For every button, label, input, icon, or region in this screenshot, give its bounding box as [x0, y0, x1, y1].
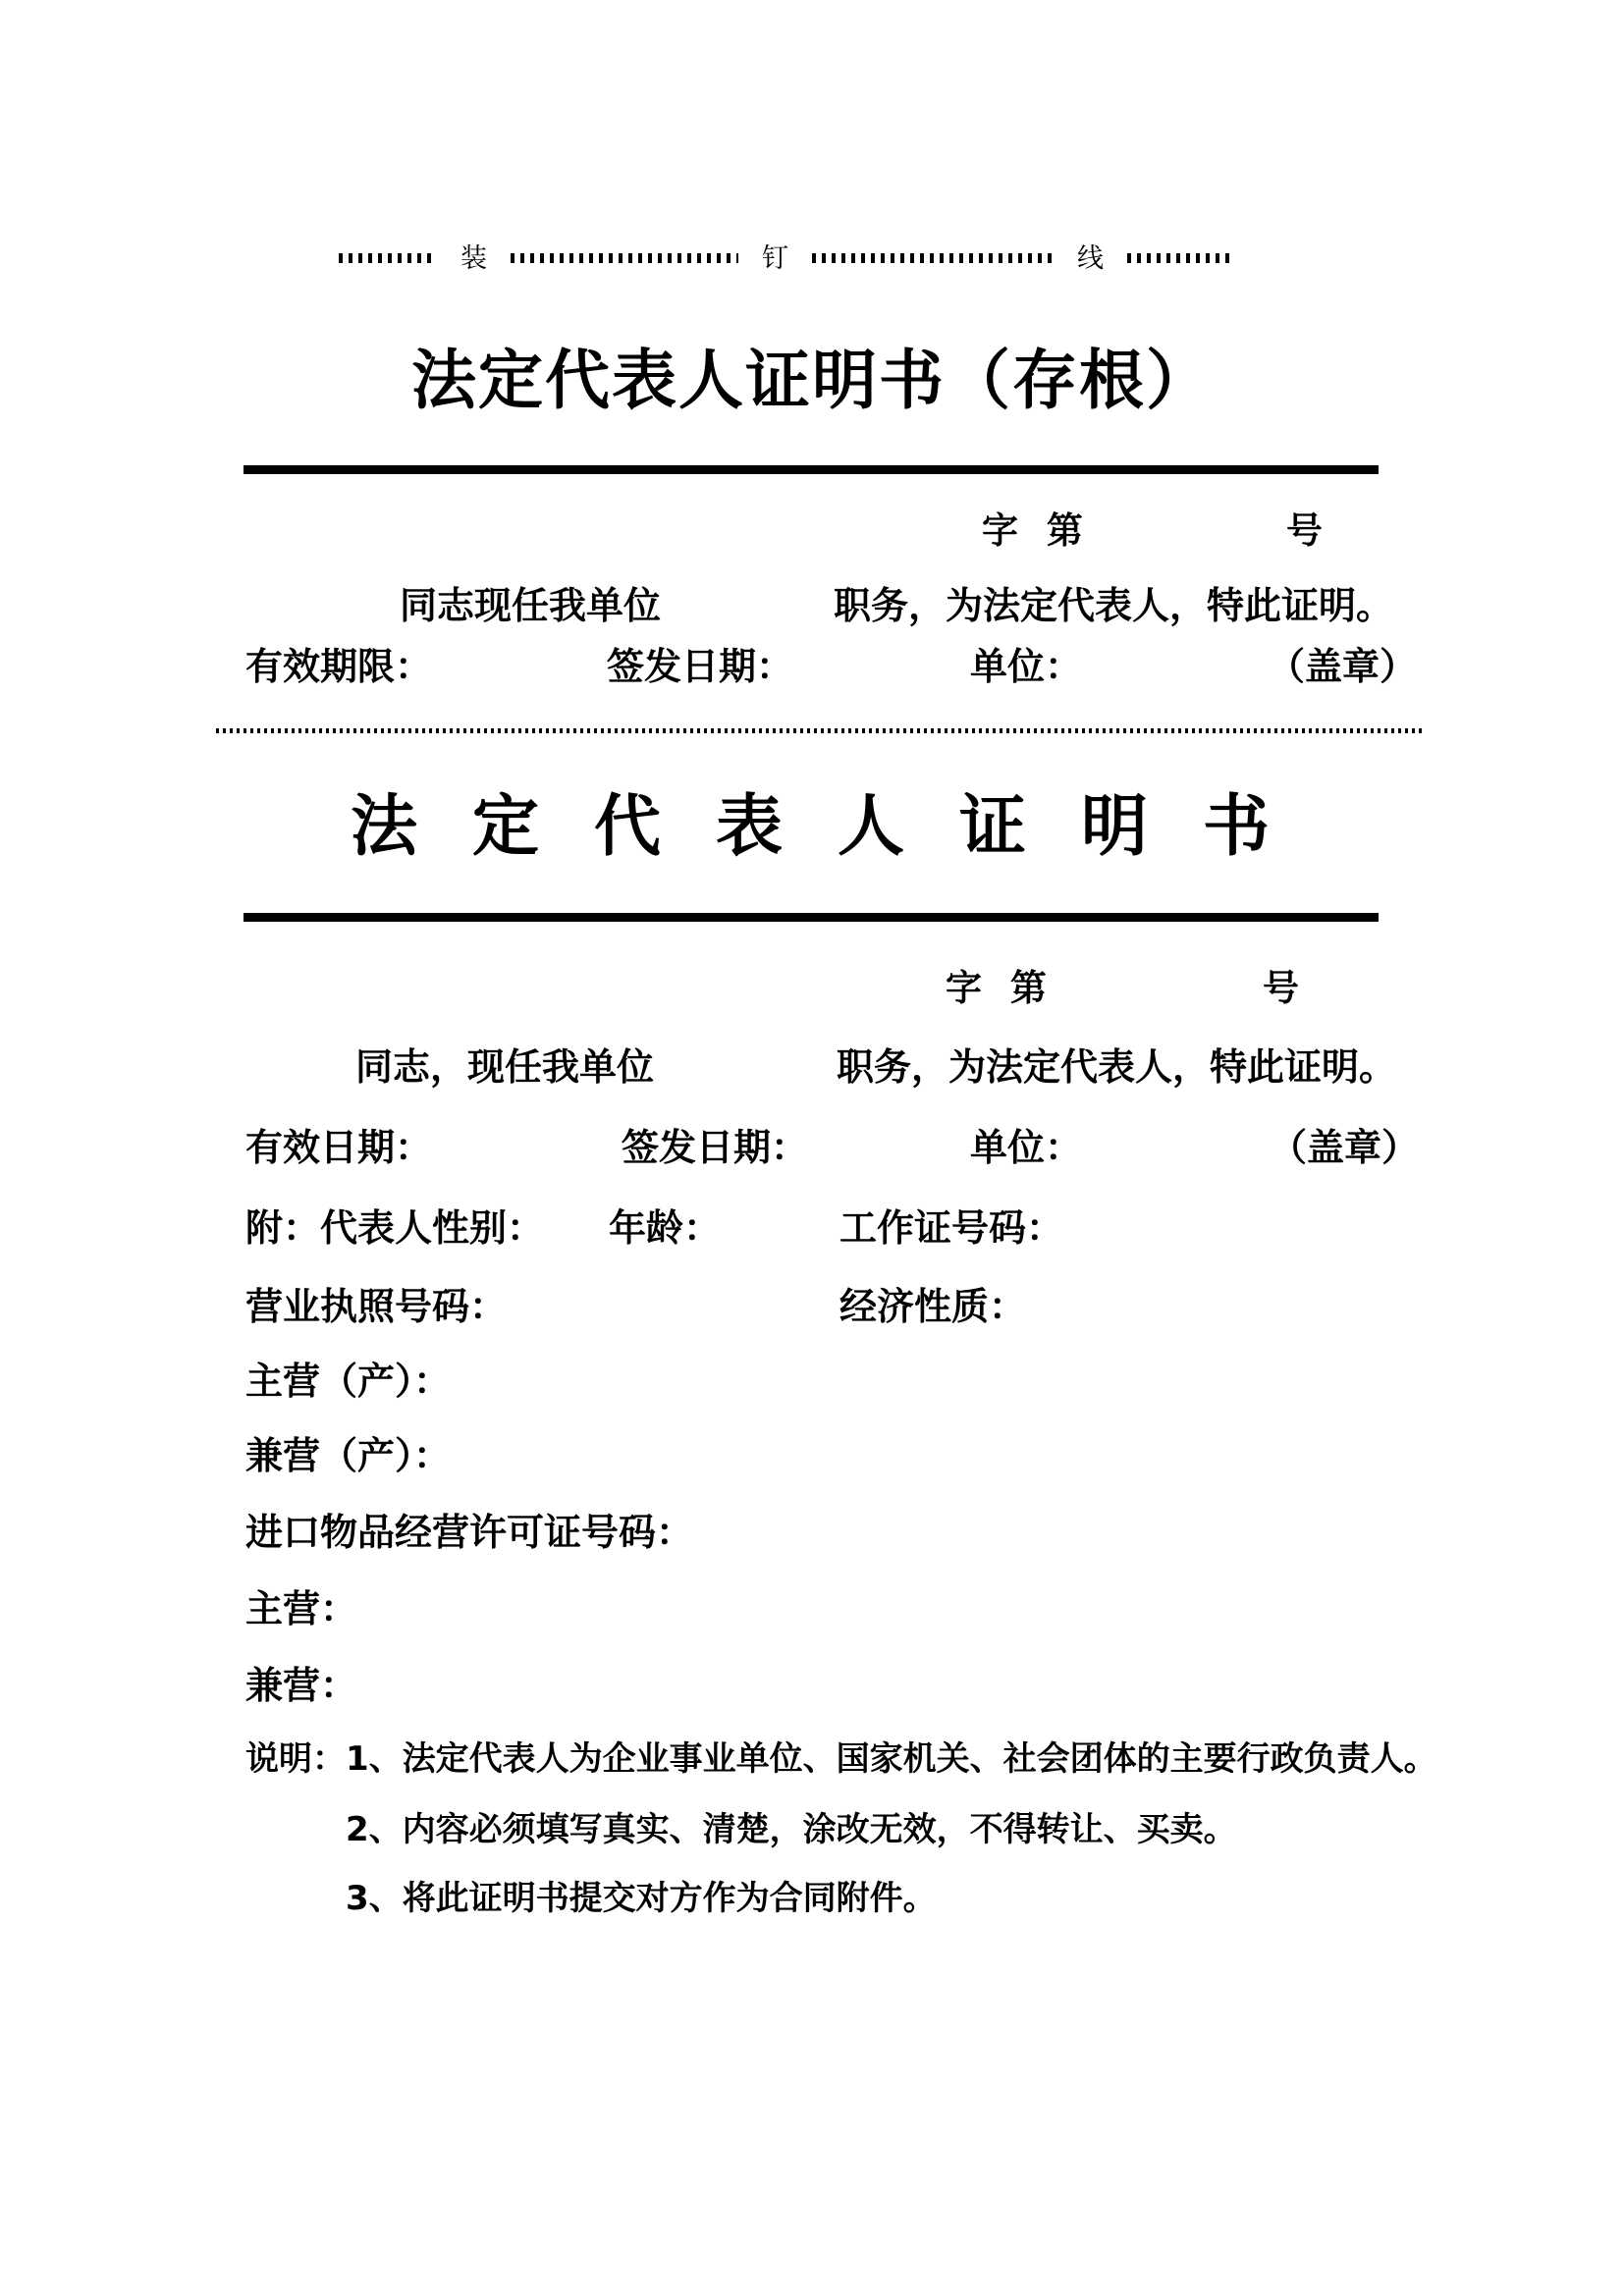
stub-statement-title-part: 职务，为法定代表人，特此证明。	[834, 584, 1394, 627]
certificate-work-id-label: 工作证号码：	[839, 1206, 1064, 1250]
certificate-issue-date-label: 签发日期：	[622, 1126, 809, 1169]
certificate-age-label: 年龄：	[609, 1206, 722, 1250]
binding-dots-segment	[339, 253, 437, 263]
dotted-cut-line	[216, 728, 1426, 733]
stub-issue-date-label: 签发日期：	[607, 645, 794, 688]
stub-seal-label: （盖章）	[1268, 645, 1418, 688]
note-item-2: 2、内容必须填写真实、清楚，涂改无效，不得转让、买卖。	[346, 1810, 1237, 1849]
certificate-unit-label: 单位：	[970, 1126, 1083, 1169]
binding-label-zhuang: 装	[460, 242, 487, 274]
certificate-serial-suffix: 号	[1263, 967, 1299, 1009]
stub-title: 法定代表人证明书（存根）	[411, 343, 1213, 418]
certificate-side-product-label: 兼营（产）：	[245, 1434, 452, 1477]
certificate-gender-label: 附：代表人性别：	[245, 1206, 545, 1250]
note-item-1: 1、法定代表人为企业事业单位、国家机关、社会团体的主要行政负责人。	[346, 1739, 1437, 1779]
stub-unit-label: 单位：	[970, 645, 1083, 688]
certificate-title: 法定代表人证明书	[350, 788, 1325, 866]
binding-label-ding: 钉	[762, 242, 788, 274]
certificate-seal-label: （盖章）	[1270, 1126, 1420, 1169]
stub-title-rule	[244, 465, 1379, 474]
stub-serial-prefix: 字 第	[982, 509, 1083, 552]
stub-validity-label: 有效期限：	[245, 645, 433, 688]
notes-heading: 说明：	[245, 1739, 346, 1779]
binding-line	[339, 236, 1273, 281]
binding-dots-segment	[1127, 253, 1229, 263]
binding-dots-segment	[511, 253, 738, 263]
certificate-serial-prefix: 字 第	[946, 967, 1047, 1009]
certificate-statement-title-part: 职务，为法定代表人，特此证明。	[837, 1045, 1397, 1089]
certificate-business-license-label: 营业执照号码：	[245, 1285, 508, 1328]
binding-label-xian: 线	[1077, 242, 1104, 274]
certificate-validity-label: 有效日期：	[245, 1126, 433, 1169]
binding-dots-segment	[812, 253, 1054, 263]
certificate-title-rule	[244, 913, 1379, 922]
note-item-3: 3、将此证明书提交对方作为合同附件。	[346, 1879, 937, 1918]
certificate-economic-nature-label: 经济性质：	[839, 1285, 1027, 1328]
certificate-side-business-label: 兼营：	[245, 1664, 358, 1707]
stub-serial-suffix: 号	[1286, 509, 1323, 552]
certificate-statement-name-part: 同志，现任我单位	[355, 1045, 655, 1089]
certificate-import-permit-label: 进口物品经营许可证号码：	[245, 1511, 694, 1554]
stub-statement-name-part: 同志现任我单位	[400, 584, 662, 627]
certificate-main-product-label: 主营（产）：	[245, 1360, 452, 1403]
certificate-main-business-label: 主营：	[245, 1587, 358, 1630]
